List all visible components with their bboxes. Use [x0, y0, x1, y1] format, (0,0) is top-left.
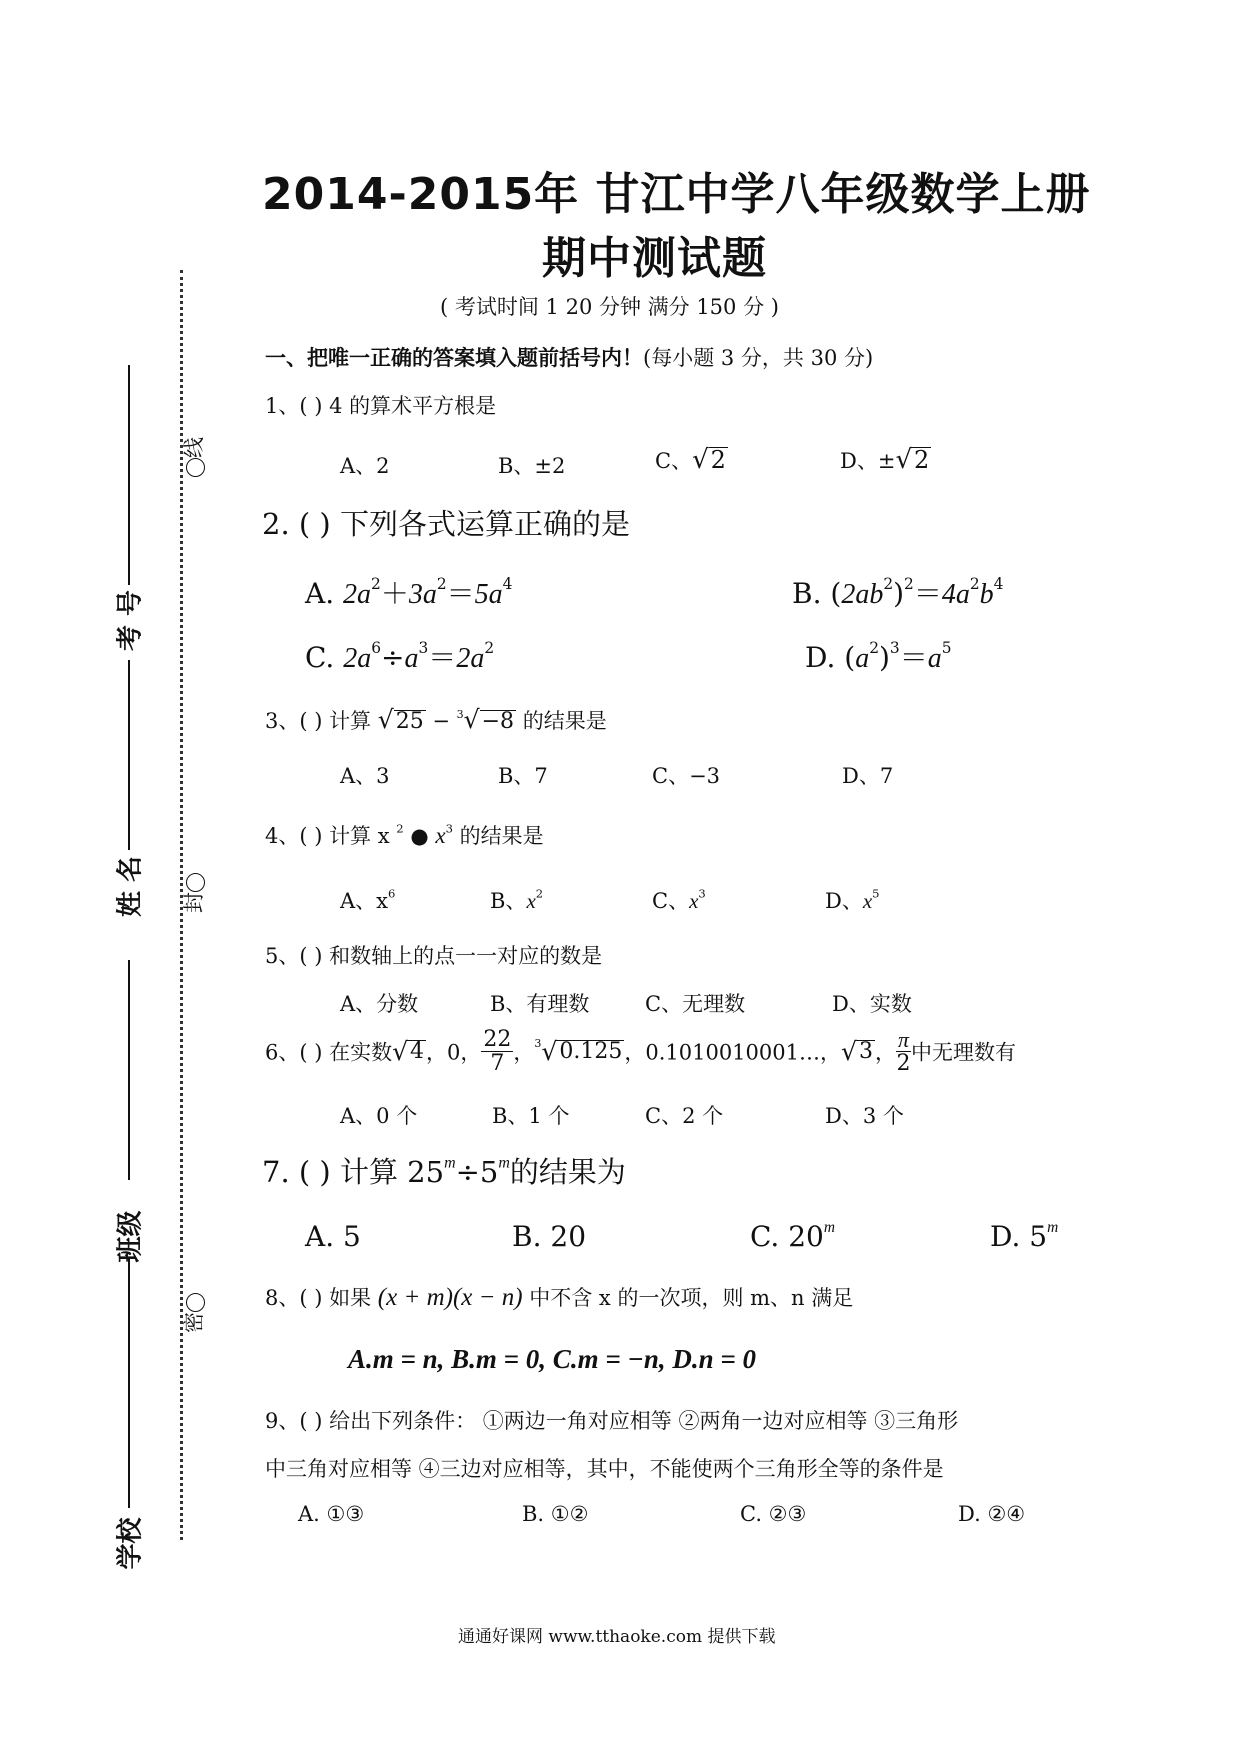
question-4-option-c: C、$x^3$	[652, 886, 706, 913]
fraction-22-7: $\frac{22}{7}$	[483, 1027, 512, 1077]
question-9-option-c: C. ②③	[740, 1502, 807, 1526]
section-heading-score: (每小题 3 分，共 30 分)	[643, 346, 874, 370]
question-1-option-c: C、√2	[655, 445, 726, 475]
question-7-option-c: C. 20$^m$	[750, 1219, 835, 1253]
question-2-option-a: A. $2a^2+3a^2=5a^4$	[305, 575, 513, 610]
section-heading-instruction: 一、把唯一正确的答案填入题前括号内！	[265, 345, 643, 370]
field-label-kaohao: 考 号	[115, 589, 146, 652]
question-9-option-a: A. ①③	[298, 1502, 365, 1526]
question-2-option-b: B. $(2ab^2)^2=4a^2b^4$	[792, 575, 1004, 610]
question-7-stem: 7. ( ) 计算 $25^m\div 5^m$的结果为	[262, 1154, 626, 1189]
field-label-banji: 班级	[115, 1210, 146, 1263]
field-underline-kaohao	[128, 365, 130, 585]
question-7-option-b: B. 20	[512, 1220, 587, 1253]
question-9-stem-line2: 中三角对应相等 ④三边对应相等，其中，不能使两个三角形全等的条件是	[265, 1457, 944, 1481]
question-9-option-b: B. ①②	[522, 1502, 589, 1526]
question-1-option-b: B、±2	[498, 454, 566, 478]
question-2-option-c: C. $2a^6\div a^3=2a^2$	[305, 639, 495, 674]
seal-mark-mi: 密	[178, 1273, 208, 1333]
question-8-stem: 8、( ) 如果 (x + m)(x − n) 中不含 x 的一次项，则 m、n 满足	[265, 1284, 854, 1311]
question-4-option-d: D、$x^5$	[825, 886, 880, 913]
seal-mark-xian: 线	[178, 417, 208, 477]
question-3-option-a: A、3	[340, 764, 390, 788]
question-8-options: A.m = n, B.m = 0, C.m = −n, D.n = 0	[348, 1344, 756, 1374]
field-underline-kaohao-lower	[128, 660, 130, 850]
question-3-option-c: C、−3	[652, 764, 721, 788]
field-underline-xuexiao	[128, 1258, 130, 1508]
question-5-option-d: D、实数	[832, 992, 912, 1016]
question-6-stem: 6、( ) 在实数√4，0， $\frac{22}{7}$ ，$^3$√0.125，0.1010010001…，√3， $\frac{\pi}{2}$ 中无理数有	[265, 1027, 1016, 1077]
question-4-stem: 4、( ) 计算 x $^2$ ● $x^3$ 的结果是	[265, 821, 544, 848]
question-6-option-d: D、3 个	[825, 1104, 904, 1128]
question-5-option-c: C、无理数	[645, 992, 746, 1016]
question-6-option-a: A、0 个	[340, 1104, 418, 1128]
question-9-stem-line1: 9、( ) 给出下列条件： ①两边一角对应相等 ②两角一边对应相等 ③三角形	[265, 1409, 959, 1433]
field-label-xuexiao: 学校	[115, 1517, 146, 1570]
question-7-option-d: D. 5$^m$	[990, 1219, 1059, 1253]
question-5-option-b: B、有理数	[490, 992, 590, 1016]
seal-circle-icon	[186, 1293, 205, 1312]
seal-circle-icon	[186, 458, 205, 477]
question-1-option-d: D、±√2	[840, 445, 930, 475]
question-4-option-b: B、$x^2$	[490, 886, 544, 913]
page-title-line2: 期中测试题	[542, 233, 767, 284]
question-7-option-a: A. 5	[305, 1220, 361, 1253]
field-label-xingming: 姓 名	[115, 855, 146, 918]
question-6-option-c: C、2 个	[645, 1104, 724, 1128]
question-5-option-a: A、分数	[340, 992, 419, 1016]
field-underline-banji	[128, 960, 130, 1180]
question-2-stem: 2. ( ) 下列各式运算正确的是	[262, 507, 630, 541]
page-title-line1: 2014-2015年 甘江中学八年级数学上册	[262, 169, 1091, 220]
seal-mark-feng: 封	[178, 853, 208, 913]
fraction-pi-2: $\frac{\pi}{2}$	[896, 1027, 911, 1077]
question-1-option-a: A、2	[340, 454, 390, 478]
question-4-option-a: A、$x^6$	[340, 886, 396, 913]
question-3-stem: 3、( ) 计算 √25 − $^3$√−8 的结果是	[265, 705, 607, 734]
question-3-option-b: B、7	[498, 764, 548, 788]
question-2-option-d: D. $(a^2)^3=a^5$	[805, 639, 952, 674]
question-9-option-d: D. ②④	[958, 1502, 1026, 1526]
footer-download-note: 通通好课网 www.tthaoke.com 提供下载	[458, 1627, 776, 1647]
question-1-stem: 1、( ) 4 的算术平方根是	[265, 394, 497, 418]
question-6-option-b: B、1 个	[492, 1104, 570, 1128]
section-heading	[265, 342, 873, 372]
seal-circle-icon	[186, 873, 205, 892]
question-3-option-d: D、7	[842, 764, 894, 788]
question-5-stem: 5、( ) 和数轴上的点一一对应的数是	[265, 944, 603, 968]
exam-info: ( 考试时间 1 20 分钟 满分 150 分 )	[440, 295, 779, 319]
